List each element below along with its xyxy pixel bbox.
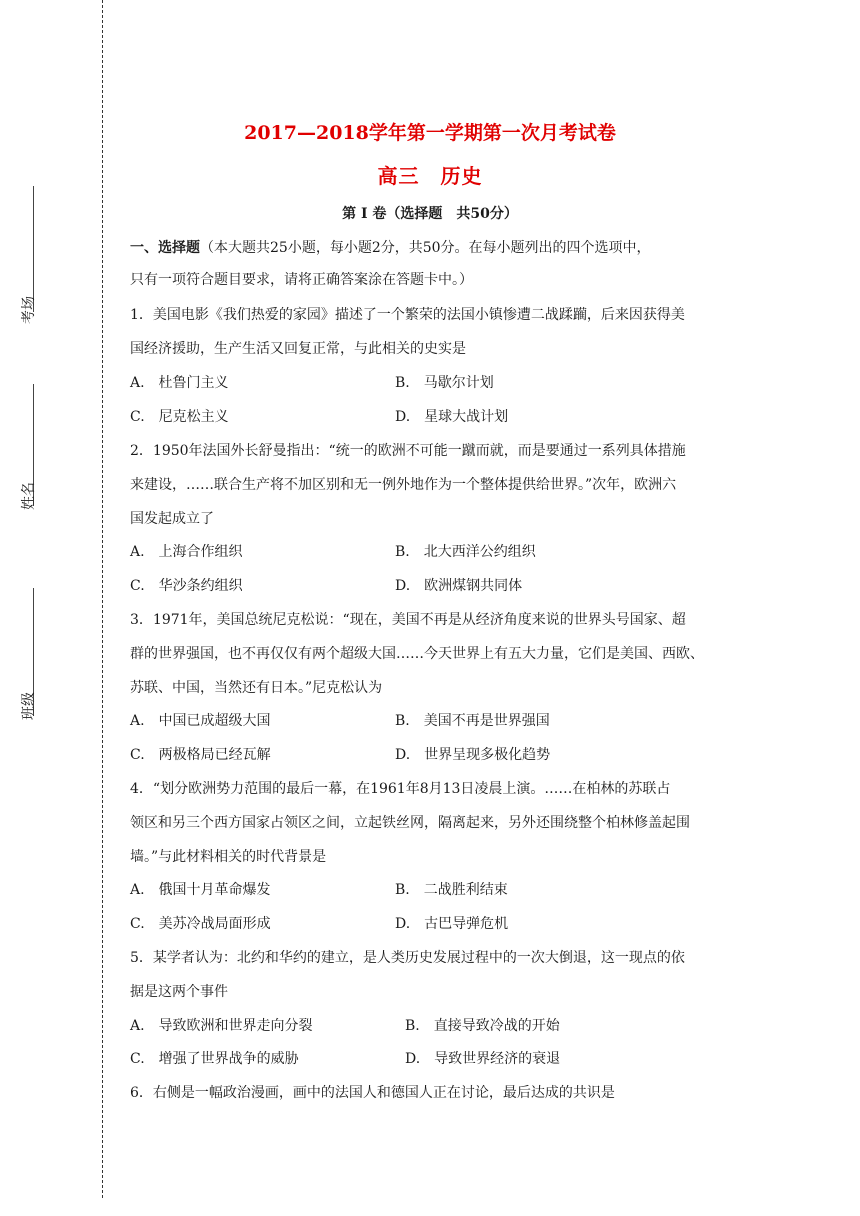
exam-room-label: 考场 — [21, 296, 37, 324]
class-label: 班级 — [21, 692, 37, 720]
question-3-option-c: C. 两极格局已经瓦解 — [130, 747, 271, 763]
question-4-option-d: D. 古巴导弹危机 — [395, 916, 509, 932]
question-3-option-a: A. 中国已成超级大国 — [130, 713, 271, 729]
question-2-option-c: C. 华沙条约组织 — [130, 578, 243, 594]
question-2-line-3: 国发起成立了 — [130, 511, 214, 527]
question-4-option-c: C. 美苏冷战局面形成 — [130, 916, 271, 932]
question-4-option-a: A. 俄国十月革命爆发 — [130, 882, 271, 898]
part-title: 第 Ⅰ 卷（选择题 共50分） — [342, 206, 518, 222]
question-1-option-a: A. 杜鲁门主义 — [130, 375, 229, 391]
question-1-option-b: B. 马歇尔计划 — [395, 375, 494, 391]
exam-title: 2017—2018学年第一学期第一次月考试卷 — [244, 122, 616, 144]
question-1-line-1: 1．美国电影《我们热爱的家园》描述了一个繁荣的法国小镇惨遭二战蹂躏，后来因获得美 — [130, 307, 685, 323]
question-4-line-2: 领区和另三个西方国家占领区之间，立起铁丝网，隔离起来，另外还围绕整个柏林修盖起围 — [130, 815, 690, 831]
question-4-line-3: 墙。”与此材料相关的时代背景是 — [130, 849, 327, 865]
question-3-option-b: B. 美国不再是世界强国 — [395, 713, 550, 729]
section-instruction-line-2: 只有一项符合题目要求，请将正确答案涂在答题卡中。） — [130, 272, 473, 288]
question-2-line-2: 来建设，……联合生产将不加区别和无一例外地作为一个整体提供给世界。”次年，欧洲六 — [130, 477, 677, 493]
question-5-option-b: B. 直接导致冷战的开始 — [405, 1018, 560, 1034]
name-label: 姓名 — [21, 482, 37, 510]
question-2-option-a: A. 上海合作组织 — [130, 544, 243, 560]
section-heading: 一、选择题 — [130, 240, 200, 256]
question-2-option-b: B. 北大西洋公约组织 — [395, 544, 536, 560]
question-1-option-d: D. 星球大战计划 — [395, 409, 509, 425]
question-6-line-1: 6．右侧是一幅政治漫画，画中的法国人和德国人正在讨论，最后达成的共识是 — [130, 1085, 615, 1101]
section-instruction-1: （本大题共25小题，每小题2分，共50分。在每小题列出的四个选项中， — [200, 240, 651, 256]
question-3-option-d: D. 世界呈现多极化趋势 — [395, 747, 551, 763]
question-3-line-1: 3．1971年，美国总统尼克松说：“现在，美国不再是从经济角度来说的世界头号国家、超 — [130, 612, 686, 628]
question-5-line-2: 据是这两个事件 — [130, 984, 228, 1000]
exam-subtitle: 高三 历史 — [377, 164, 483, 188]
section-instruction-line-1 — [130, 237, 651, 257]
question-3-line-3: 苏联、中国，当然还有日本。”尼克松认为 — [130, 680, 383, 696]
question-4-option-b: B. 二战胜利结束 — [395, 882, 508, 898]
question-2-option-d: D. 欧洲煤钢共同体 — [395, 578, 523, 594]
question-3-line-2: 群的世界强国，也不再仅仅有两个超级大国……今天世界上有五大力量，它们是美国、西欧、 — [130, 646, 704, 662]
question-1-line-2: 国经济援助，生产生活又回复正常，与此相关的史实是 — [130, 341, 466, 357]
question-5-option-c: C. 增强了世界战争的威胁 — [130, 1051, 299, 1067]
question-5-option-d: D. 导致世界经济的衰退 — [405, 1051, 561, 1067]
question-2-line-1: 2．1950年法国外长舒曼指出：“统一的欧洲不可能一蹴而就，而是要通过一系列具体措施 — [130, 443, 686, 459]
question-5-option-a: A. 导致欧洲和世界走向分裂 — [130, 1018, 313, 1034]
question-4-line-1: 4．“划分欧洲势力范围的最后一幕，在1961年8月13日凌晨上演。……在柏林的苏联占 — [130, 781, 671, 797]
question-1-option-c: C. 尼克松主义 — [130, 409, 229, 425]
question-5-line-1: 5．某学者认为：北约和华约的建立，是人类历史发展过程中的一次大倒退，这一现点的依 — [130, 950, 685, 966]
